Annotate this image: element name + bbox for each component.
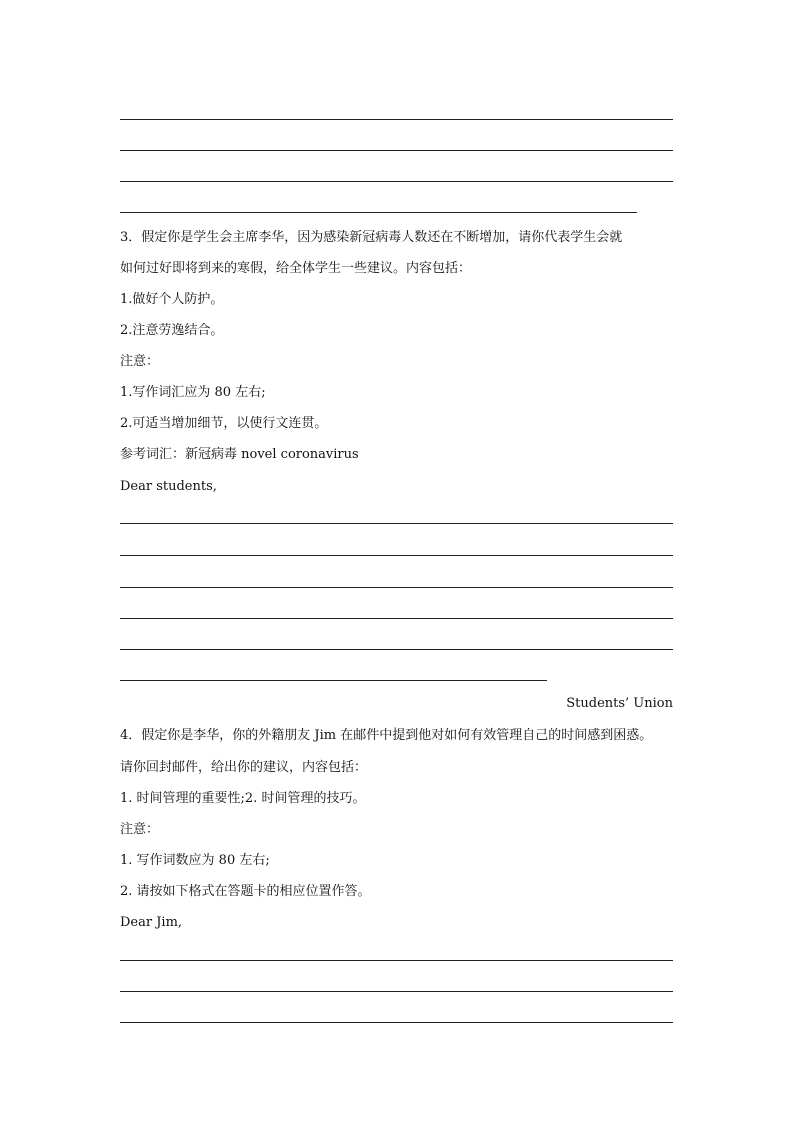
answer-line <box>120 587 673 588</box>
q3-prompt-line-2: 如何过好即将到来的寒假，给全体学生一些建议。内容包括： <box>120 261 472 276</box>
answer-line <box>120 991 673 992</box>
q4-notes-label: 注意： <box>120 822 160 837</box>
answer-line <box>120 960 673 961</box>
q3-content-point-2: 2.注意劳逸结合。 <box>120 323 224 338</box>
answer-line <box>120 649 673 650</box>
q3-content-point-1: 1.做好个人防护。 <box>120 292 224 307</box>
q4-prompt-line-1: 4．假定你是李华，你的外籍朋友 Jim 在邮件中提到他对如何有效管理自己的时间感到困惑。 <box>120 728 653 743</box>
q3-vocabulary: 参考词汇：新冠病毒 novel coronavirus <box>120 447 359 462</box>
q3-signature: Students’ Union <box>566 696 673 711</box>
answer-line-short <box>120 212 637 213</box>
answer-line <box>120 1022 673 1023</box>
q3-note-2: 2.可适当增加细节，以使行文连贯。 <box>120 416 328 431</box>
q4-note-1: 1. 写作词数应为 80 左右; <box>120 853 270 868</box>
answer-line <box>120 150 673 151</box>
answer-line <box>120 523 673 524</box>
q3-greeting: Dear students, <box>120 479 217 494</box>
answer-line <box>120 181 673 182</box>
q3-notes-label: 注意： <box>120 354 160 369</box>
q4-content-points: 1. 时间管理的重要性;2. 时间管理的技巧。 <box>120 791 366 806</box>
q4-greeting: Dear Jim, <box>120 915 183 930</box>
q3-prompt-line-1: 3．假定你是学生会主席李华，因为感染新冠病毒人数还在不断增加，请你代表学生会就 <box>120 230 623 245</box>
answer-line <box>120 555 673 556</box>
answer-line <box>120 119 673 120</box>
q4-prompt-line-2: 请你回封邮件，给出你的建议，内容包括： <box>120 760 368 775</box>
q3-note-1: 1.写作词汇应为 80 左右; <box>120 385 266 400</box>
answer-line <box>120 618 673 619</box>
answer-line-short <box>120 680 547 681</box>
q4-note-2: 2. 请按如下格式在答题卡的相应位置作答。 <box>120 884 371 899</box>
